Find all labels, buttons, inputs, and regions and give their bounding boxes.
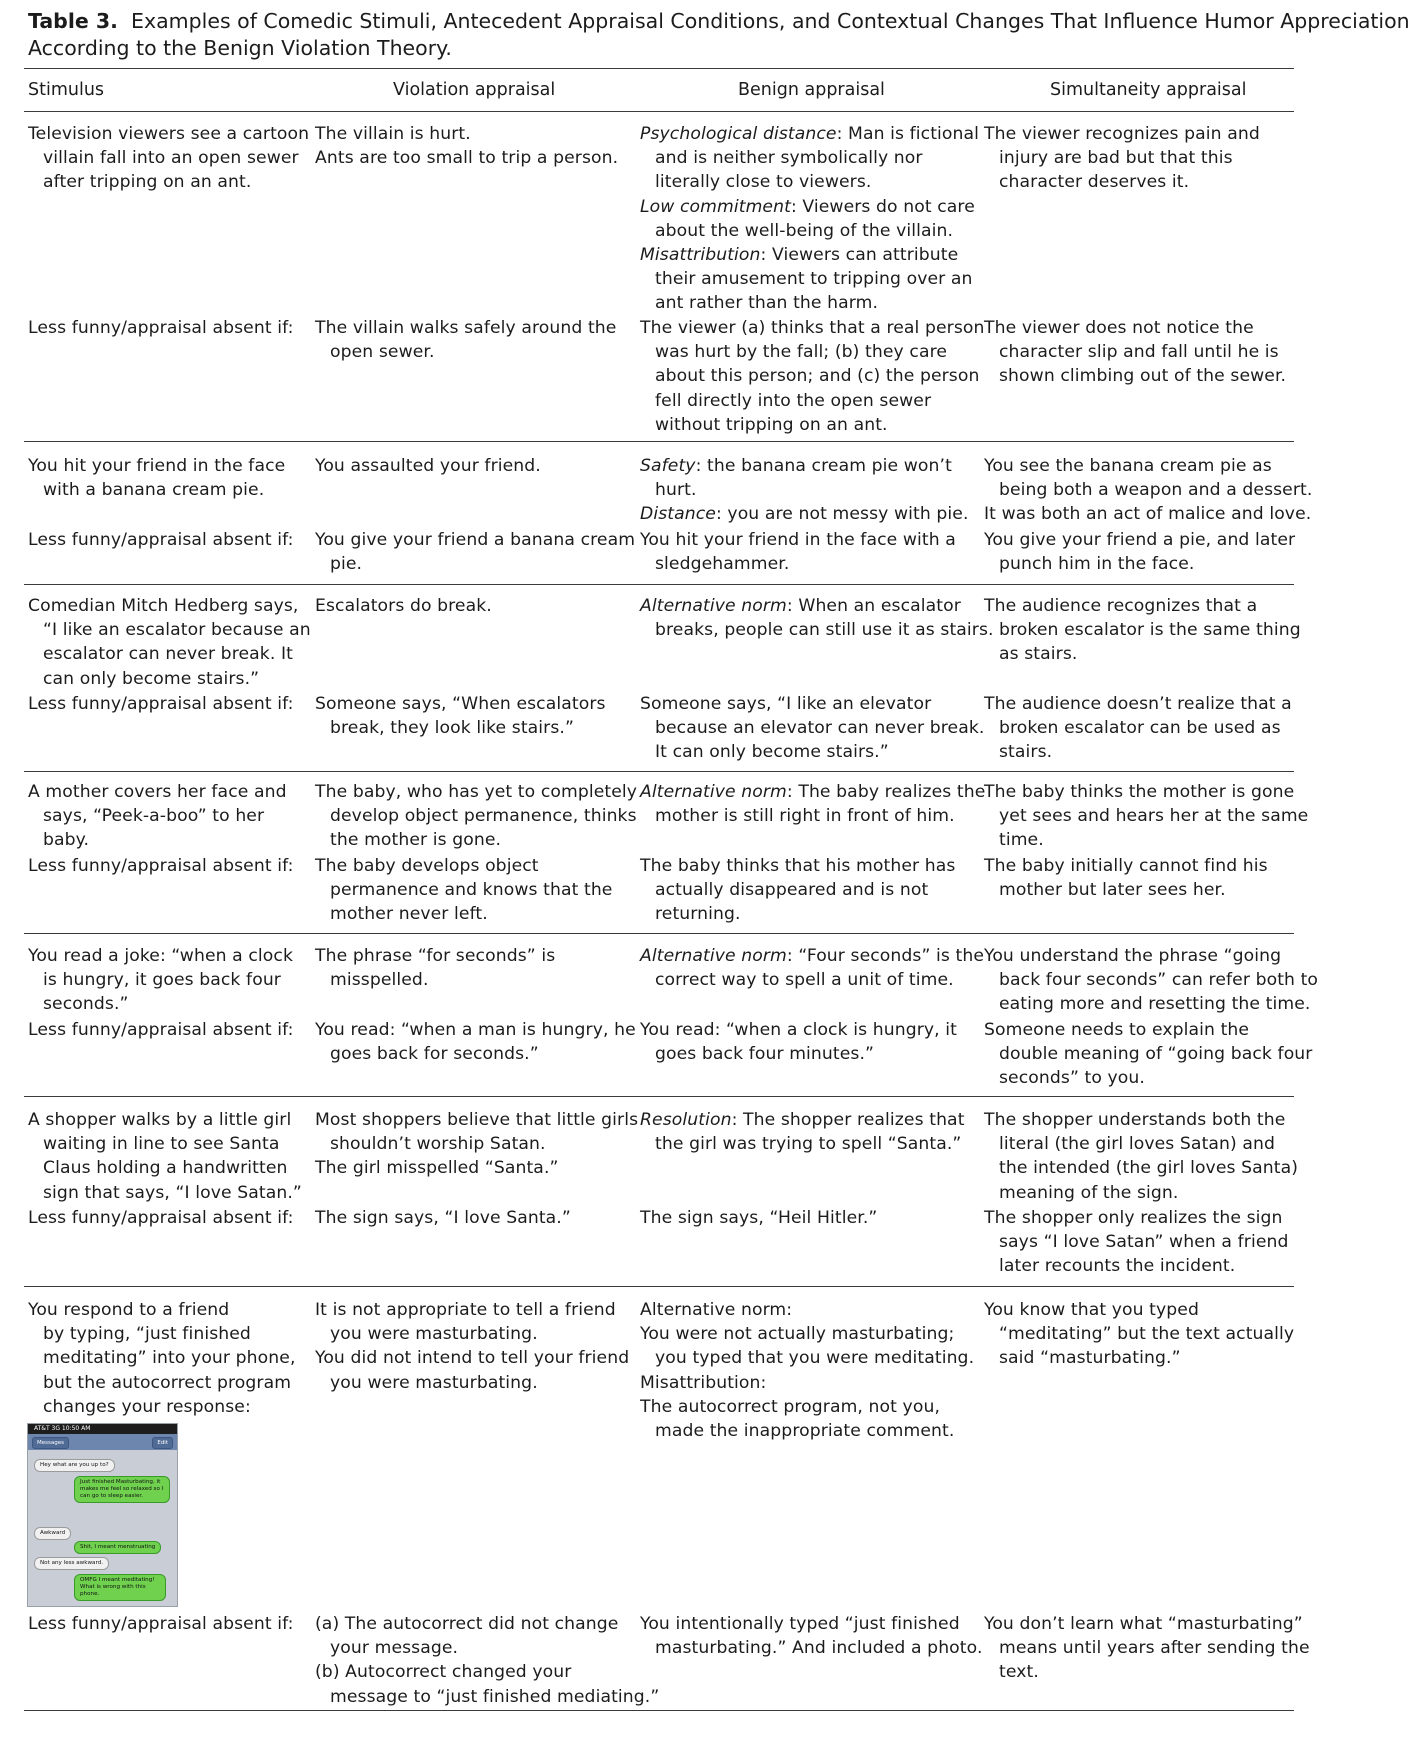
cell-text-line: “I like an escalator because an <box>43 620 311 641</box>
cell-stimulus <box>28 528 294 552</box>
cell-text-line: The autocorrect program, not you, <box>640 1396 941 1417</box>
cell-text-line: The girl misspelled “Santa.” <box>315 1158 559 1179</box>
cell-stimulus <box>28 692 294 716</box>
cell-text-line: Misattribution: <box>640 1372 767 1393</box>
cell-text-line: injury are bad but that this <box>999 148 1233 169</box>
italic-lead-term: Alternative norm <box>640 946 787 966</box>
caption-text: Examples of Comedic Stimuli, Antecedent Appraisal Conditions, and Contextual Changes That Influence Humor Appreciation <box>131 9 1410 33</box>
cell-text-line: being both a weapon and a dessert. <box>999 480 1313 501</box>
cell-stimulus <box>28 780 287 853</box>
row-separator-rule <box>24 1096 1294 1097</box>
italic-lead-term: Resolution <box>640 1110 732 1130</box>
cell-text-line: you typed that you were meditating. <box>655 1348 975 1369</box>
cell-benign <box>640 780 985 828</box>
cell-text-line: You read: “when a man is hungry, he <box>315 1020 636 1040</box>
cell-text-line: message to “just finished mediating.” <box>330 1686 660 1707</box>
cell-text-line: open sewer. <box>330 342 435 363</box>
cell-simultaneity <box>984 594 1301 667</box>
cell-text-line: develop object permanence, thinks <box>330 806 637 827</box>
cell-text-line: The shopper understands both the <box>984 1110 1286 1130</box>
cell-text-line: The phrase “for seconds” is <box>315 946 556 966</box>
cell-text-line: The viewer recognizes pain and <box>984 124 1260 144</box>
cell-simultaneity <box>984 122 1260 195</box>
table-caption <box>28 8 1410 62</box>
cell-text-line: waiting in line to see Santa <box>43 1134 280 1155</box>
cell-simultaneity <box>984 1018 1312 1091</box>
cell-violation <box>315 1206 571 1230</box>
cell-text-line: villain fall into an open sewer <box>43 148 299 169</box>
cell-text-line: Someone says, “I like an elevator <box>640 694 932 714</box>
lead-continuation: : Man is fictional <box>836 124 980 144</box>
cell-text-line: The viewer (a) thinks that a real person <box>640 318 985 338</box>
phone-message-bubble: OMFG I meant meditating! What is wrong with this phone. <box>74 1574 166 1601</box>
cell-text-line: the girl was trying to spell “Santa.” <box>655 1134 962 1155</box>
cell-text-line: says, “Peek-a-boo” to her <box>43 806 265 827</box>
cell-text-line: the mother is gone. <box>330 830 502 851</box>
italic-lead-term: Safety <box>640 456 696 476</box>
cell-text-line: broken escalator can be used as <box>999 718 1281 739</box>
cell-text-line: The viewer does not notice the <box>984 318 1254 338</box>
cell-text-line: escalator can never break. It <box>43 644 293 665</box>
lead-continuation: : The baby realizes the <box>786 782 986 802</box>
caption-text-2: According to the Benign Violation Theory. <box>28 36 452 60</box>
cell-text-line: Alternative norm: <box>640 1300 793 1320</box>
cell-text-line: The baby thinks the mother is gone <box>984 782 1295 802</box>
cell-text-line: without tripping on an ant. <box>655 414 888 435</box>
cell-violation <box>315 122 618 170</box>
row-separator-rule <box>24 584 1294 585</box>
italic-lead-term: Alternative norm <box>640 596 787 616</box>
cell-benign <box>640 692 984 765</box>
column-header-simultaneity: Simultaneity appraisal <box>1050 80 1247 100</box>
cell-stimulus <box>28 1612 294 1636</box>
cell-benign <box>640 594 994 642</box>
cell-text-line: stairs. <box>999 742 1053 763</box>
cell-simultaneity <box>984 1612 1310 1685</box>
cell-simultaneity <box>984 1298 1294 1371</box>
cell-violation <box>315 780 637 853</box>
cell-text-line <box>640 594 994 618</box>
column-header-benign: Benign appraisal <box>738 80 885 100</box>
cell-text-line: You intentionally typed “just finished <box>640 1614 960 1634</box>
cell-text-line: about the well-being of the villain. <box>655 220 954 241</box>
phone-status-bar: AT&T 3G 10:50 AM <box>28 1424 177 1434</box>
cell-text-line: baby. <box>43 830 90 851</box>
lead-continuation: : When an escalator <box>786 596 961 616</box>
cell-stimulus <box>28 122 309 195</box>
cell-violation <box>315 454 541 478</box>
cell-stimulus <box>28 854 294 878</box>
caption-label: Table 3. <box>28 9 118 33</box>
cell-text-line: Escalators do break. <box>315 596 492 616</box>
cell-text-line: goes back for seconds.” <box>330 1044 539 1065</box>
cell-text-line: literal (the girl loves Satan) and <box>999 1134 1276 1155</box>
cell-simultaneity <box>984 1206 1289 1279</box>
cell-text-line: returning. <box>655 904 741 925</box>
phone-messages-button: Messages <box>32 1437 69 1449</box>
cell-benign <box>640 528 956 576</box>
cell-text-line: shouldn’t worship Satan. <box>330 1134 546 1155</box>
cell-text-line: Someone needs to explain the <box>984 1020 1250 1040</box>
lead-continuation: : Viewers can attribute <box>760 245 959 266</box>
cell-text-line: You see the banana cream pie as <box>984 456 1272 476</box>
cell-text-line: Someone says, “When escalators <box>315 694 606 714</box>
cell-text-line: Television viewers see a cartoon <box>28 124 310 144</box>
cell-simultaneity <box>984 454 1312 527</box>
cell-stimulus <box>28 594 311 691</box>
italic-lead-term: Low commitment <box>640 196 791 217</box>
cell-text-line: masturbating.” And included a photo. <box>655 1638 983 1659</box>
cell-text-line: The shopper only realizes the sign <box>984 1208 1283 1228</box>
cell-text-line: A mother covers her face and <box>28 782 287 802</box>
cell-text-line <box>640 454 969 478</box>
cell-text-line: by typing, “just finished <box>43 1324 251 1345</box>
phone-message-bubble: Shit, I meant menstruating <box>74 1541 161 1554</box>
cell-violation <box>315 944 555 992</box>
cell-text-line: sledgehammer. <box>655 554 790 575</box>
cell-simultaneity <box>984 780 1308 853</box>
cell-text-line: It was both an act of malice and love. <box>984 504 1312 525</box>
cell-text-line: means until years after sending the <box>999 1638 1310 1659</box>
cell-text-line: Less funny/appraisal absent if: <box>28 530 294 550</box>
cell-text-line: actually disappeared and is not <box>655 880 929 901</box>
row-separator-rule <box>24 441 1294 442</box>
cell-text-line: mother but later sees her. <box>999 880 1226 901</box>
cell-text-line: The audience doesn’t realize that a <box>984 694 1292 714</box>
cell-simultaneity <box>984 944 1318 1017</box>
cell-stimulus <box>28 316 294 340</box>
cell-stimulus <box>28 454 285 502</box>
cell-text-line: Ants are too small to trip a person. <box>315 148 619 169</box>
italic-lead-term: Psychological distance <box>640 124 837 144</box>
header-rule <box>24 111 1294 112</box>
cell-text-line: literally close to viewers. <box>655 172 872 193</box>
cell-text-line: The baby thinks that his mother has <box>640 856 956 876</box>
cell-text-line: Comedian Mitch Hedberg says, <box>28 596 299 616</box>
cell-text-line: was hurt by the fall; (b) they care <box>655 342 948 363</box>
cell-text-line: You give your friend a banana cream <box>315 530 636 550</box>
cell-text-line: says “I love Satan” when a friend <box>999 1232 1289 1253</box>
cell-text-line: (b) Autocorrect changed your <box>315 1662 572 1683</box>
cell-text-line: The sign says, “Heil Hitler.” <box>640 1208 878 1228</box>
cell-text-line: You hit your friend in the face with a <box>640 530 956 550</box>
cell-text-line: Claus holding a handwritten <box>43 1158 288 1179</box>
row-separator-rule <box>24 933 1294 934</box>
cell-text-line: You hit your friend in the face <box>28 456 286 476</box>
cell-text-line: pie. <box>330 554 363 575</box>
autocorrect-phone-screenshot <box>27 1423 178 1607</box>
lead-continuation: : the banana cream pie won’t <box>695 456 952 476</box>
phone-nav-bar <box>28 1434 177 1450</box>
cell-text-line: You know that you typed <box>984 1300 1199 1320</box>
cell-violation <box>315 1298 629 1395</box>
cell-text-line: seconds” to you. <box>999 1068 1145 1089</box>
cell-violation <box>315 528 635 576</box>
cell-text-line: mother never left. <box>330 904 488 925</box>
cell-simultaneity <box>984 854 1268 902</box>
cell-text-line <box>640 122 979 146</box>
cell-benign <box>640 1018 957 1066</box>
cell-text-line: character slip and fall until he is <box>999 342 1279 363</box>
cell-text-line: you were masturbating. <box>330 1372 538 1393</box>
cell-benign <box>640 854 955 927</box>
cell-text-line: You assaulted your friend. <box>315 456 541 476</box>
cell-violation <box>315 854 612 927</box>
phone-message-bubble: Awkward <box>34 1527 71 1540</box>
cell-text-line <box>640 502 969 526</box>
cell-text-line: and is neither symbolically nor <box>655 148 923 169</box>
cell-text-line: Most shoppers believe that little girls <box>315 1110 639 1130</box>
cell-text-line: can only become stairs.” <box>43 668 260 689</box>
cell-violation <box>315 1108 638 1181</box>
lead-continuation: : “Four seconds” is the <box>786 946 985 966</box>
phone-message-bubble: Not any less awkward. <box>34 1557 109 1570</box>
cell-text-line: You understand the phrase “going <box>984 946 1282 966</box>
cell-text-line: ant rather than the harm. <box>655 293 879 314</box>
cell-benign <box>640 122 979 316</box>
cell-text-line: text. <box>999 1662 1039 1683</box>
cell-simultaneity <box>984 528 1295 576</box>
cell-text-line: is hungry, it goes back four <box>43 970 281 991</box>
cell-simultaneity <box>984 1108 1298 1205</box>
cell-text-line: You read a joke: “when a clock <box>28 946 294 966</box>
cell-text-line: about this person; and (c) the person <box>655 366 980 387</box>
cell-benign <box>640 1108 965 1156</box>
cell-text-line: with a banana cream pie. <box>43 480 265 501</box>
cell-text-line: fell directly into the open sewer <box>655 390 932 411</box>
italic-lead-term: Misattribution <box>640 245 761 266</box>
cell-simultaneity <box>984 692 1292 765</box>
cell-text-line: break, they look like stairs.” <box>330 718 574 739</box>
phone-edit-button: Edit <box>152 1437 173 1449</box>
cell-text-line: character deserves it. <box>999 172 1190 193</box>
cell-text-line: meditating” into your phone, <box>43 1348 296 1369</box>
cell-text-line: meaning of the sign. <box>999 1182 1179 1203</box>
cell-text-line <box>640 243 979 267</box>
cell-text-line: hurt. <box>655 480 697 501</box>
italic-lead-term: Alternative norm <box>640 782 787 802</box>
cell-text-line: The villain walks safely around the <box>315 318 617 338</box>
cell-stimulus <box>28 944 293 1017</box>
cell-text-line: made the inappropriate comment. <box>655 1421 955 1442</box>
cell-text-line: You read: “when a clock is hungry, it <box>640 1020 957 1040</box>
cell-text-line: permanence and knows that the <box>330 880 613 901</box>
cell-text-line: The baby develops object <box>315 856 539 876</box>
cell-text-line: Less funny/appraisal absent if: <box>28 856 294 876</box>
italic-lead-term: Distance <box>640 504 716 525</box>
cell-text-line: double meaning of “going back four <box>999 1044 1313 1065</box>
cell-text-line: It is not appropriate to tell a friend <box>315 1300 616 1320</box>
cell-text-line: Less funny/appraisal absent if: <box>28 1208 294 1228</box>
cell-stimulus <box>28 1108 302 1205</box>
cell-text-line: The baby initially cannot find his <box>984 856 1268 876</box>
cell-text-line: punch him in the face. <box>999 554 1195 575</box>
lead-continuation: : you are not messy with pie. <box>715 504 969 525</box>
cell-text-line: Less funny/appraisal absent if: <box>28 1020 294 1040</box>
cell-text-line: Less funny/appraisal absent if: <box>28 318 294 338</box>
cell-text-line: You did not intend to tell your friend <box>315 1348 630 1369</box>
cell-benign <box>640 1298 974 1443</box>
cell-text-line: A shopper walks by a little girl <box>28 1110 292 1130</box>
cell-text-line: time. <box>999 830 1044 851</box>
cell-text-line: (a) The autocorrect did not change <box>315 1614 619 1634</box>
phone-message-bubble: Hey what are you up to? <box>34 1459 115 1472</box>
cell-text-line: the intended (the girl loves Santa) <box>999 1158 1299 1179</box>
cell-text-line: you were masturbating. <box>330 1324 538 1345</box>
cell-text-line: sign that says, “I love Satan.” <box>43 1182 302 1203</box>
cell-text-line: mother is still right in front of him. <box>655 806 955 827</box>
lead-continuation: : The shopper realizes that <box>731 1110 965 1130</box>
cell-text-line: misspelled. <box>330 970 429 991</box>
cell-text-line: The audience recognizes that a <box>984 596 1258 616</box>
cell-benign <box>640 1206 877 1230</box>
cell-violation <box>315 594 492 618</box>
cell-text-line: The baby, who has yet to completely <box>315 782 638 802</box>
cell-violation <box>315 1018 636 1066</box>
cell-text-line: breaks, people can still use it as stairs. <box>655 620 994 641</box>
lead-continuation: : Viewers do not care <box>790 196 975 217</box>
cell-violation <box>315 316 616 364</box>
row-separator-rule <box>24 1286 1294 1287</box>
cell-text-line: “meditating” but the text actually <box>999 1324 1295 1345</box>
cell-benign <box>640 1612 983 1660</box>
cell-text-line <box>640 1108 965 1132</box>
column-header-stimulus: Stimulus <box>28 80 105 100</box>
cell-text-line: You were not actually masturbating; <box>640 1324 955 1345</box>
cell-text-line: yet sees and hears her at the same <box>999 806 1309 827</box>
cell-text-line: your message. <box>330 1638 459 1659</box>
cell-text-line: You give your friend a pie, and later <box>984 530 1296 550</box>
cell-text-line: eating more and resetting the time. <box>999 994 1311 1015</box>
column-header-violation: Violation appraisal <box>393 80 556 100</box>
cell-text-line: shown climbing out of the sewer. <box>999 366 1287 387</box>
cell-violation <box>315 692 606 740</box>
cell-text-line: but the autocorrect program <box>43 1372 292 1393</box>
cell-benign <box>640 944 984 992</box>
cell-text-line: The sign says, “I love Santa.” <box>315 1208 571 1228</box>
cell-stimulus <box>28 1018 294 1042</box>
cell-text-line: later recounts the incident. <box>999 1256 1236 1277</box>
cell-text-line: because an elevator can never break. <box>655 718 985 739</box>
cell-simultaneity <box>984 316 1286 389</box>
cell-text-line: after tripping on an ant. <box>43 172 252 193</box>
cell-text-line <box>640 780 985 804</box>
cell-text-line: said “masturbating.” <box>999 1348 1181 1369</box>
cell-stimulus <box>28 1298 296 1419</box>
cell-text-line: their amusement to tripping over an <box>655 269 973 290</box>
cell-text-line: seconds.” <box>43 994 129 1015</box>
cell-text-line: Less funny/appraisal absent if: <box>28 694 294 714</box>
cell-text-line <box>640 944 984 968</box>
cell-text-line <box>640 195 979 219</box>
phone-message-bubble: Just finished Masturbating, it makes me feel so relaxed so I can go to sleep easier. <box>74 1476 170 1503</box>
top-rule <box>24 68 1294 69</box>
cell-text-line: goes back four minutes.” <box>655 1044 875 1065</box>
cell-benign <box>640 454 969 527</box>
cell-benign <box>640 316 985 437</box>
cell-text-line: correct way to spell a unit of time. <box>655 970 954 991</box>
cell-text-line: broken escalator is the same thing <box>999 620 1301 641</box>
cell-text-line: It can only become stairs.” <box>655 742 889 763</box>
cell-text-line: Less funny/appraisal absent if: <box>28 1614 294 1634</box>
cell-text-line: You don’t learn what “masturbating” <box>984 1614 1303 1634</box>
cell-violation <box>315 1612 659 1709</box>
cell-text-line: as stairs. <box>999 644 1078 665</box>
cell-text-line: You respond to a friend <box>28 1300 230 1320</box>
cell-stimulus <box>28 1206 294 1230</box>
cell-text-line: The villain is hurt. <box>315 124 471 144</box>
cell-text-line: back four seconds” can refer both to <box>999 970 1319 991</box>
row-separator-rule <box>24 1710 1294 1711</box>
row-separator-rule <box>24 771 1294 772</box>
cell-text-line: changes your response: <box>43 1396 251 1417</box>
